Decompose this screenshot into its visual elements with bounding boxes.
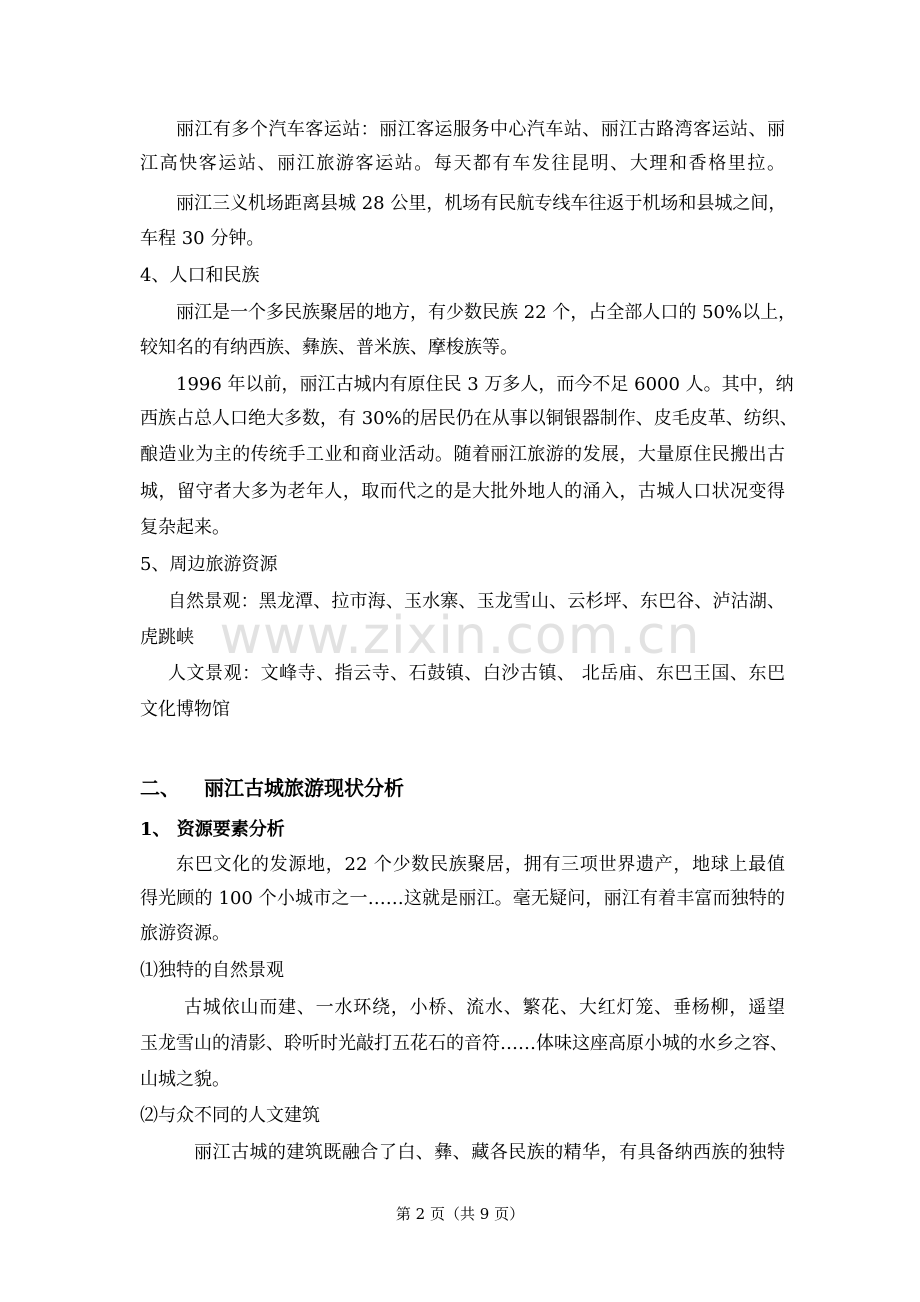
paragraph-line: 山城之貌。 bbox=[140, 1069, 230, 1090]
paragraph-line: 旅游资源。 bbox=[140, 923, 230, 944]
paragraph-line: 东巴文化的发源地，22 个少数民族聚居，拥有三项世界遗产，地球上最值 bbox=[176, 854, 785, 875]
paragraph-line: 古城依山而建、一水环绕，小桥、流水、繁花、大红灯笼、垂杨柳，遥望 bbox=[184, 997, 785, 1018]
paragraph-line: 文化博物馆 bbox=[140, 699, 230, 720]
paragraph-line: 丽江是一个多民族聚居的地方，有少数民族 22 个，占全部人口的 50%以上， bbox=[176, 302, 797, 323]
subsection-heading: ⑵与众不同的人文建筑 bbox=[140, 1105, 320, 1126]
paragraph-line: 丽江古城的建筑既融合了白、彝、藏各民族的精华，有具备纳西族的独特 bbox=[194, 1142, 785, 1163]
watermark: www.zixin.com.cn bbox=[219, 606, 701, 666]
subsection-heading: ⑴独特的自然景观 bbox=[140, 960, 284, 981]
page-footer: 第 2 页（共 9 页） bbox=[395, 1205, 525, 1223]
paragraph-line: 人文景观：文峰寺、指云寺、石鼓镇、白沙古镇、 北岳庙、东巴王国、东巴 bbox=[168, 663, 785, 684]
paragraph-line: 玉龙雪山的清影、聆听时光敲打五花石的音符……体味这座高原小城的水乡之容、 bbox=[140, 1033, 788, 1054]
paragraph-line: 得光顾的 100 个小城市之一……这就是丽江。毫无疑问，丽江有着丰富而独特的 bbox=[140, 888, 785, 909]
paragraph-line: 复杂起来。 bbox=[140, 517, 230, 538]
paragraph-line: 西族占总人口绝大多数，有 30%的居民仍在从事以铜银器制作、皮毛皮革、纺织、 bbox=[140, 408, 798, 429]
paragraph-line: 虎跳峡 bbox=[140, 627, 194, 648]
chapter-number: 二、 bbox=[140, 776, 180, 800]
paragraph-line: 自然景观：黑龙潭、拉市海、玉水寨、玉龙雪山、云杉坪、东巴谷、泸沽湖、 bbox=[168, 591, 785, 612]
paragraph-line: 江高快客运站、丽江旅游客运站。每天都有车发往昆明、大理和香格里拉。 bbox=[140, 153, 785, 174]
paragraph-line: 城，留守者大多为老年人，取而代之的是大批外地人的涌入，古城人口状况变得 bbox=[140, 481, 785, 502]
paragraph-line: 丽江三义机场距离县城 28 公里，机场有民航专线车往返于机场和县城之间， bbox=[176, 193, 787, 214]
paragraph-line: 1996 年以前，丽江古城内有原住民 3 万多人，而今不足 6000 人。其中，纳 bbox=[176, 374, 794, 395]
section-heading: 4、人口和民族 bbox=[140, 265, 260, 286]
paragraph-line: 较知名的有纳西族、彝族、普米族、摩梭族等。 bbox=[140, 337, 518, 358]
paragraph-line: 车程 30 分钟。 bbox=[140, 228, 265, 249]
section-heading: 5、周边旅游资源 bbox=[140, 554, 278, 575]
chapter-heading bbox=[140, 774, 404, 802]
paragraph-line: 丽江有多个汽车客运站：丽江客运服务中心汽车站、丽江古路湾客运站、丽 bbox=[176, 119, 785, 140]
chapter-title: 丽江古城旅游现状分析 bbox=[204, 776, 404, 800]
subsection-heading: 1、 资源要素分析 bbox=[140, 819, 285, 840]
paragraph-line: 酿造业为主的传统手工业和商业活动。随着丽江旅游的发展，大量原住民搬出古 bbox=[140, 444, 785, 465]
